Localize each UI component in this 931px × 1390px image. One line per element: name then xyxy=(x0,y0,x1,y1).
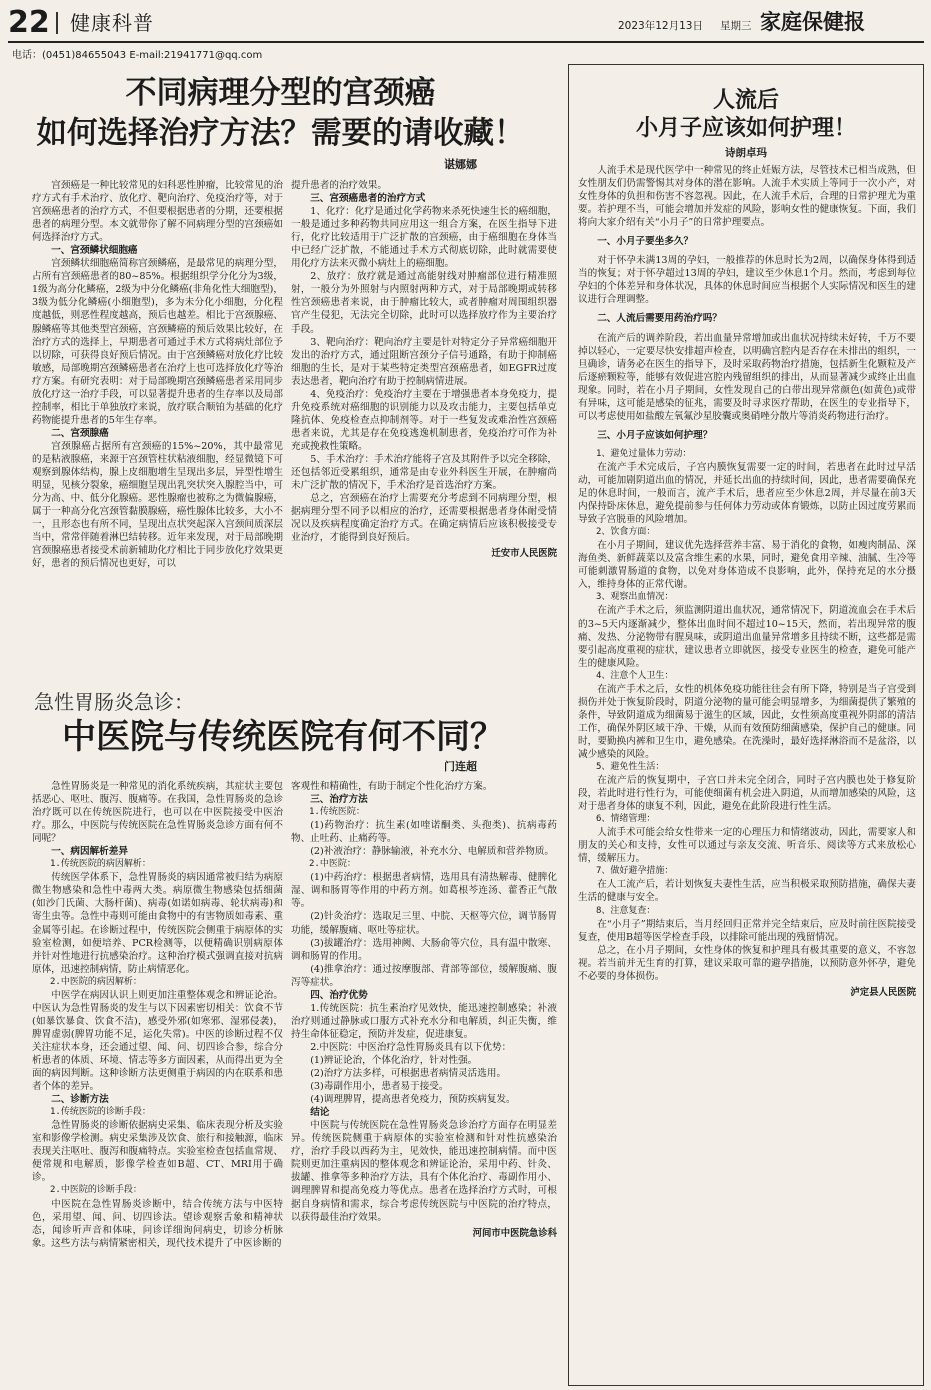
paragraph: 在人工流产后，若计划恢复夫妻性生活，应当积极采取预防措施，确保夫妻生活的健康与安全。 xyxy=(578,879,916,904)
paragraph: (1)药物治疗：抗生素(如喹诺酮类、头孢类)、抗病毒药物、止吐药、止痛药等。 xyxy=(291,820,557,845)
paragraph: 1.传统医院：抗生素治疗见效快，能迅速控制感染；补液治疗则通过静脉或口服方式补充水分和电解质，纠正失衡，维持生命体征稳定，预防并发症，促进康复。 xyxy=(291,1002,557,1040)
page-header xyxy=(0,0,931,44)
paragraph: 在流产手术完成后，子宫内膜恢复需要一定的时间，若患者在此时过早活动，可能加剧阴道出血的情况，并延长出血的持续时间，因此，患者需要确保充足的休息时间，一般而言，流产手术后，患者应至少休息2周，并尽量在前3天内保持卧床休息，避免提前参与任何体力劳动或体育锻炼，以防止因过度劳累而导致子宫脱垂的风险增加。 xyxy=(578,461,916,526)
sub-heading: 2.中医院： xyxy=(309,859,356,870)
paragraph-continued: 客观性和精确性，有助于制定个性化治疗方案。 xyxy=(291,781,493,792)
header-divider xyxy=(56,12,58,34)
paragraph: 人流手术可能会给女性带来一定的心理压力和情绪波动，因此，需要家人和朋友的关心和支持，女性可以通过与亲友交流、听音乐、阅读等方式来放松心情，缓解压力。 xyxy=(578,827,916,865)
article-2-title: 中医院与传统医院有何不同？ xyxy=(62,717,504,757)
paragraph: 1、化疗：化疗是通过化学药物来杀死快速生长的癌细胞，一般是通过多种药物共同应用这一组合方案，在医生指导下进行，化疗比较适用于广泛扩散的宫颈癌，由于癌细胞在身体当中已经广泛扩散，不能通过手术方式彻底切除，此时就需要使用化疗方法来灭微小病灶上的癌细胞。 xyxy=(291,206,557,270)
section-heading: 一、小月子要坐多久？ xyxy=(597,236,694,248)
sub-heading: 7、做好避孕措施： xyxy=(596,866,674,877)
paragraph: 2、放疗：放疗就是通过高能射线对肿瘤部位进行精准照射，一般分为外照射与内照射两种方式，对于局部晚期或转移性宫颈癌患者来说，由于肿瘤比较大，或者肿瘤对周围组织器官产生侵犯，无法完全切除，此时可以选择放疗作为主要治疗手段。 xyxy=(291,271,557,335)
paragraph: (2)补液治疗：静脉输液，补充水分、电解质和营养物质。 xyxy=(310,846,555,858)
paragraph: 中医院在急性胃肠炎诊断中，结合传统方法与中医特色，采用望、闻、问、切四诊法。望诊观察舌象和精神状态，闻诊听声音和体味，问诊详细询问病史，切诊分析脉象。这些方法与病情紧密相关，现代技术提升了中医诊断的 xyxy=(32,1198,283,1249)
article-1-title-line-2: 如何选择治疗方法？需要的请收藏！ xyxy=(36,115,525,151)
paragraph: 总之，在小月子期间，女性身体的恢复和护理具有极其重要的意义，不容忽视。若当前并无生育的打算，建议采取可靠的避孕措施，以预防意外怀孕，避免不必要的身体损伤。 xyxy=(578,944,916,982)
paragraph: 在小月子期间，建议优先选择营养丰富、易于消化的食物，如瘦肉制品、深海鱼类、新鲜蔬菜以及富含维生素的水果，同时，避免食用辛辣、油腻、生冷等可能刺激胃肠道的食物，以免对身体造成不良影响，此外，保持充足的水分摄入，维持身体的正常代谢。 xyxy=(578,540,916,591)
paragraph: 传统医学体系下，急性胃肠炎的病因通常被归结为病原微生物感染和急性中毒两大类。病原微生物感染包括细菌(如沙门氏菌、大肠杆菌)、病毒(如诺如病毒、轮状病毒)和寄生虫等。急性中毒则可能由食物中的有害物质如毒素、重金属等引起。在诊断过程中，传统医院会侧重于病原体的实验室检测，如便培养、PCR检测等，以便精确识别病原体并针对性地进行抗感染治疗。这种治疗模式强调直接对抗病原体，迅速控制病情，防止病情恶化。 xyxy=(32,872,283,975)
source-hospital: 泸定县人民医院 xyxy=(850,986,916,998)
paragraph: 在流产手术之后，须监测阴道出血状况，通常情况下，阴道流血会在手术后的3~5天内逐渐减少，整体出血时间不超过10~15天，然而，若出现异常的腹痛、发热、分泌物带有腥臭味，或阴道出血量异常增多且持续不断，这些都是需要引起高度重视的症状，建议患者立即就医，接受专业医生的检查，避免可能产生的健康风险。 xyxy=(578,605,916,669)
paragraph: 宫颈癌是一种比较常见的妇科恶性肿瘤，比较常见的治疗方式有手术治疗、放化疗、靶向治疗、免疫治疗等，对于宫颈癌患者的治疗方式，不但要根据患者的分期，还要根据患者的病理分型。本文就带你了解不同病理分型的宫颈癌如何选择治疗方式。 xyxy=(32,180,283,244)
paragraph: 在流产后的调养阶段，若出血量异常增加或出血状况持续未好转，千万不要掉以轻心，一定要尽快安排超声检查，以明确宫腔内是否存在未排出的组织，一旦确诊，请务必在医生的指导下，及时采取药物治疗措施，包括新生化颗粒及产后逐瘀颗粒等，能够有效促进宫腔内残留组织的排出，从而显著减少或终止出血现象。同时，若在小月子期间，女性发现自己的白带出现异常颜色(如黄色)或带有异味，这可能是感染的征兆，需要及时寻求医疗帮助，在医生的专业指导下，可以考虑使用如盐酸左氧氟沙星胶囊或奥硝唑分散片等消炎药物进行治疗。 xyxy=(578,332,916,422)
section-heading: 一、宫颈鳞状细胞癌 xyxy=(51,245,138,257)
section-heading: 二、诊断方法 xyxy=(51,1094,109,1106)
sub-heading: 1.传统医院的病因解析： xyxy=(50,859,151,870)
section-heading: 四、治疗优势 xyxy=(310,989,368,1001)
sub-heading: 2、饮食方面： xyxy=(596,527,656,538)
issue-date: 2023年12月13日 xyxy=(618,20,703,32)
sub-heading: 1.传统医院的诊断手段： xyxy=(50,1107,151,1118)
paragraph: 中医院与传统医院在急性胃肠炎急诊治疗方面存在明显差异。传统医院侧重于病原体的实验室检测和针对性抗感染治疗，治疗手段以西药为主，见效快，能迅速控制病情。而中医院则更加注重病因的整体观念和辨证论治，采用中药、针灸、拔罐、推拿等多种治疗方法，具有个体化治疗、毒副作用小、调理脾胃和提高免疫力等优点。患者在选择治疗方式时，可根据自身病情和需求，综合考虑传统医院与中医院的治疗特点，以获得最佳治疗效果。 xyxy=(291,1120,557,1223)
paragraph: 3、靶向治疗：靶向治疗主要是针对特定分子异常癌细胞开发出的治疗方式，通过阻断宫颈分子信号通路，有助于抑制癌细胞的生长，是对于某些特定类型宫颈癌患者，如EGFR过度表达患者，靶向治疗有助于控制病情进展。 xyxy=(291,336,557,387)
paragraph: (3)毒副作用小，患者易于接受。 xyxy=(310,1081,449,1093)
article-3-title-line-2: 小月子应该如何护理！ xyxy=(635,115,856,141)
section-heading: 一、病因解析差异 xyxy=(51,846,128,858)
section-name: 健康科普 xyxy=(70,11,154,35)
paragraph-continued: 提升患者的治疗效果。 xyxy=(291,180,387,191)
sub-heading: 1、避免过量体力劳动： xyxy=(596,448,692,459)
source-hospital: 河间市中医院急诊科 xyxy=(472,1227,557,1239)
paragraph: 急性胃肠炎是一种常见的消化系统疾病，其症状主要包括恶心、呕吐、腹泻、腹痛等。在我国，急性胃肠炎的急诊治疗既可以在传统医院进行，也可以在中医院接受中医治疗。那么，中医院与传统医院在急性胃肠炎急诊方面有何不同呢？ xyxy=(32,781,283,845)
header-rule xyxy=(8,41,924,43)
paragraph: (2)针灸治疗：选取足三里、中脘、天枢等穴位，调节肠胃功能，缓解腹痛、呕吐等症状。 xyxy=(291,911,557,936)
article-1-column-right xyxy=(291,179,557,673)
article-2-column-right xyxy=(291,780,557,1386)
sub-heading: 4、注意个人卫生： xyxy=(596,670,674,681)
contact-line: 电话：(0451)84655043 E-mail:21941771@qq.com xyxy=(12,50,263,61)
paper-name: 家庭保健报 xyxy=(760,9,865,34)
paragraph: 对于怀孕未满13周的孕妇，一般推荐的休息时长为2周，以确保身体得到适当的恢复；对于怀孕超过13周的孕妇，建议至少休息1个月。然而，考虑到每位孕妇的个体差异和身体状况，具体的休息时间应当根据个人实际情况和医生的建议进行合理调整。 xyxy=(578,255,916,306)
paragraph: (1)中药治疗：根据患者病情，选用具有清热解毒、健脾化湿、调和肠胃等作用的中药方剂。如葛根芩连汤、藿香正气散等。 xyxy=(291,872,557,910)
paragraph: (3)拔罐治疗：选用神阙、大肠俞等穴位，具有温中散寒、调和肠胃的作用。 xyxy=(291,937,557,962)
section-heading: 三、宫颈癌患者的治疗方式 xyxy=(310,193,426,205)
section-heading: 结论 xyxy=(310,1107,330,1119)
paragraph: 2.中医院：中医治疗急性胃肠炎具有以下优势： xyxy=(310,1041,512,1053)
paragraph: (1)辨证论治，个体化治疗，针对性强。 xyxy=(310,1054,478,1066)
sub-heading: 2.中医院的病因解析： xyxy=(50,976,142,987)
article-2-kicker: 急性胃肠炎急诊： xyxy=(34,690,194,714)
paragraph: 4、免疫治疗：免疫治疗主要在于增强患者本身免疫力，提升免疫系统对癌细胞的识别能力以及攻击能力，主要包括单克隆抗体、免疫检查点抑制剂等。对于一些复发或难治性宫颈癌患者来说，尤其是存在免疫逃逸机制患者，免疫治疗可作为补充或挽救性策略。 xyxy=(291,388,557,452)
sub-heading: 8、注意复查： xyxy=(596,905,656,916)
page-number: 22 xyxy=(8,5,50,40)
paragraph: 总之，宫颈癌在治疗上需要充分考虑到不同病理分型，根据病理分型不同予以相应的治疗，还需要根据患者身体耐受情况以及疾病程度确定治疗方式。在确定病情后应该积极接受专业治疗，才能得到良好预后。 xyxy=(291,493,557,544)
article-3-body xyxy=(578,164,916,1382)
sub-heading: 6、情绪管理： xyxy=(596,814,656,825)
issue-weekday: 星期三 xyxy=(720,20,752,32)
article-3-author: 诗朗卓玛 xyxy=(725,147,767,159)
paragraph: (4)推拿治疗：通过按摩腹部、背部等部位，缓解腹痛、腹泻等症状。 xyxy=(291,963,557,988)
sub-heading: 1.传统医院： xyxy=(309,807,365,818)
section-heading: 三、小月子应该如何护理？ xyxy=(597,429,713,441)
paragraph: 在“小月子”期结束后，当月经回归正常并完全结束后，应及时前往医院接受复查，使用B超等医学检查手段，以排除可能出现的残留情况。 xyxy=(578,918,916,943)
sub-heading: 2.中医院的诊断手段： xyxy=(50,1185,142,1196)
paragraph: 5、手术治疗：手术治疗能将子宫及其附件予以完全移除，还包括邻近受累组织，通常是由专业外科医生开展，在肿瘤尚未广泛扩散的情况下，手术治疗是首选治疗方案。 xyxy=(291,453,557,492)
sub-heading: 3、观察出血情况： xyxy=(596,592,674,603)
paragraph: 急性胃肠炎的诊断依据病史采集、临床表现分析及实验室和影像学检测。病史采集涉及饮食、旅行和接触源，临床表现关注呕吐、腹泻和腹痛特点。实验室检查包括血常规、便常规和电解质，影像学检查如B超、CT、MRI用于确诊。 xyxy=(32,1120,283,1184)
sub-heading: 5、避免性生活： xyxy=(596,762,665,773)
article-2-column-left xyxy=(32,780,283,1386)
section-heading: 二、人流后需要用药治疗吗？ xyxy=(597,313,722,325)
article-2-author: 门连超 xyxy=(444,760,477,773)
paragraph: (4)调理脾胃，提高患者免疫力，预防疾病复发。 xyxy=(310,1094,516,1106)
paragraph: (2)治疗方法多样，可根据患者病情灵活选用。 xyxy=(310,1068,507,1080)
section-heading: 三、治疗方法 xyxy=(310,794,368,806)
article-1-author: 谌娜娜 xyxy=(444,158,477,171)
paragraph: 在流产后的恢复期中，子宫口并未完全闭合，同时子宫内膜也处于修复阶段，若此时进行性行为，可能使细菌有机会进入阴道，从而增加感染的风险，这对于患者身体的康复不利，因此，避免在此阶段进行性生活。 xyxy=(578,775,916,813)
paragraph: 人流手术是现代医学中一种常见的终止妊娠方法，尽管技术已相当成熟，但女性朋友们仍需警惕其对身体的潜在影响。人流手术实质上等同于一次小产，对女性身体的负担和伤害不容忽视。因此，在人流手术后，合理的日常护理尤为重要。若护理不当，可能会增加并发症的风险，影响女性的健康恢复。下面，我们将向大家介绍有关“小月子”的日常护理要点。 xyxy=(578,165,916,229)
article-1-title-line-1: 不同病理分型的宫颈癌 xyxy=(125,75,436,111)
section-heading: 二、宫颈腺癌 xyxy=(51,427,109,439)
source-hospital: 迁安市人民医院 xyxy=(491,548,557,560)
paragraph: 宫颈腺癌占据所有宫颈癌的15%~20%，其中最常见的是粘液腺癌，来源于宫颈管柱状粘液细胞，经显微镜下可观察到腺体结构，腺上皮细胞增生呈现出多层，异型性增生明显，见核分裂象，癌细胞呈现出乳突状突入腺腔当中，可分为高、中、低分化腺癌。恶性腺瘤也被称之为微偏腺癌，属于一种高分化宫颈管黏膜腺癌，癌性腺体比较多，大小不一，且形态也有所不同，呈现出点状突起深入宫颈间质深层当中，常常伴随着淋巴结转移。近年来发现，对于局部晚期宫颈腺癌患者接受术前新辅助化疗相比于同步放化疗效果更好，患者的预后情况也更好，可以 xyxy=(32,440,283,570)
paragraph: 中医学在病因认识上则更加注重整体观念和辨证论治。中医认为急性胃肠炎的发生与以下因素密切相关：饮食不节(如暴饮暴食、饮食不洁)，感受外邪(如寒邪、湿邪侵袭)，脾胃虚弱(脾胃功能不足，运化失常)。中医的诊断过程不仅关注症状本身，还会通过望、闻、问、切四诊合参，综合分析患者的体质、环境、情志等多方面因素，从而得出更为全面的病因判断。这种诊断方法更侧重于病因的内在联系和患者个体的差异。 xyxy=(32,989,283,1093)
article-3-title-line-1: 人流后 xyxy=(712,87,779,113)
paragraph: 宫颈鳞状细胞癌简称宫颈鳞癌，是最常见的病理分型，占所有宫颈癌患者的80~85%。根据组织学分化分为3级，1级为高分化鳞癌，2级为中分化鳞癌(非角化性大细胞型)，3级为低分化鳞癌(小细胞型)，多为未分化小细胞，分化程度越低，则恶性程度越高，预后也越差。相比于宫颈腺癌、腺鳞癌等其他类型宫颈癌，宫颈鳞癌的预后效果比较好，在治疗方式的选择上，早期患者可通过手术方式将病灶部位予以切除，可获得良好预后情况。由于宫颈鳞癌对放化疗比较敏感，局部晚期宫颈鳞癌患者在治疗上也可选择放化疗等治疗方案。有研究表明：对于局部晚期宫颈鳞癌患者采用同步放化疗这一治疗手段，可以显著提升患者的生存率以及局部控制率，相比于单独放疗来说，放疗联合顺铂为基础的化疗药物能提升患者的5年生存率。 xyxy=(32,258,283,426)
article-1-column-left xyxy=(32,179,283,673)
paragraph: 在流产手术之后，女性的机体免疫功能往往会有所下降，特别是当子宫受到损伤并处于恢复阶段时，阴道分泌物的量可能会明显增多，为细菌提供了繁殖的条件，导致阴道成为细菌易于滋生的区域，因此，女性须高度重视外阴部的清洁工作，确保外阴区域干净、干燥，从而有效预防细菌感染，保护自己的健康。同时，要勤换内裤和卫生巾，避免感染。在洗澡时，最好选择淋浴而不是盆浴，以减少感染的风险。 xyxy=(578,683,916,760)
